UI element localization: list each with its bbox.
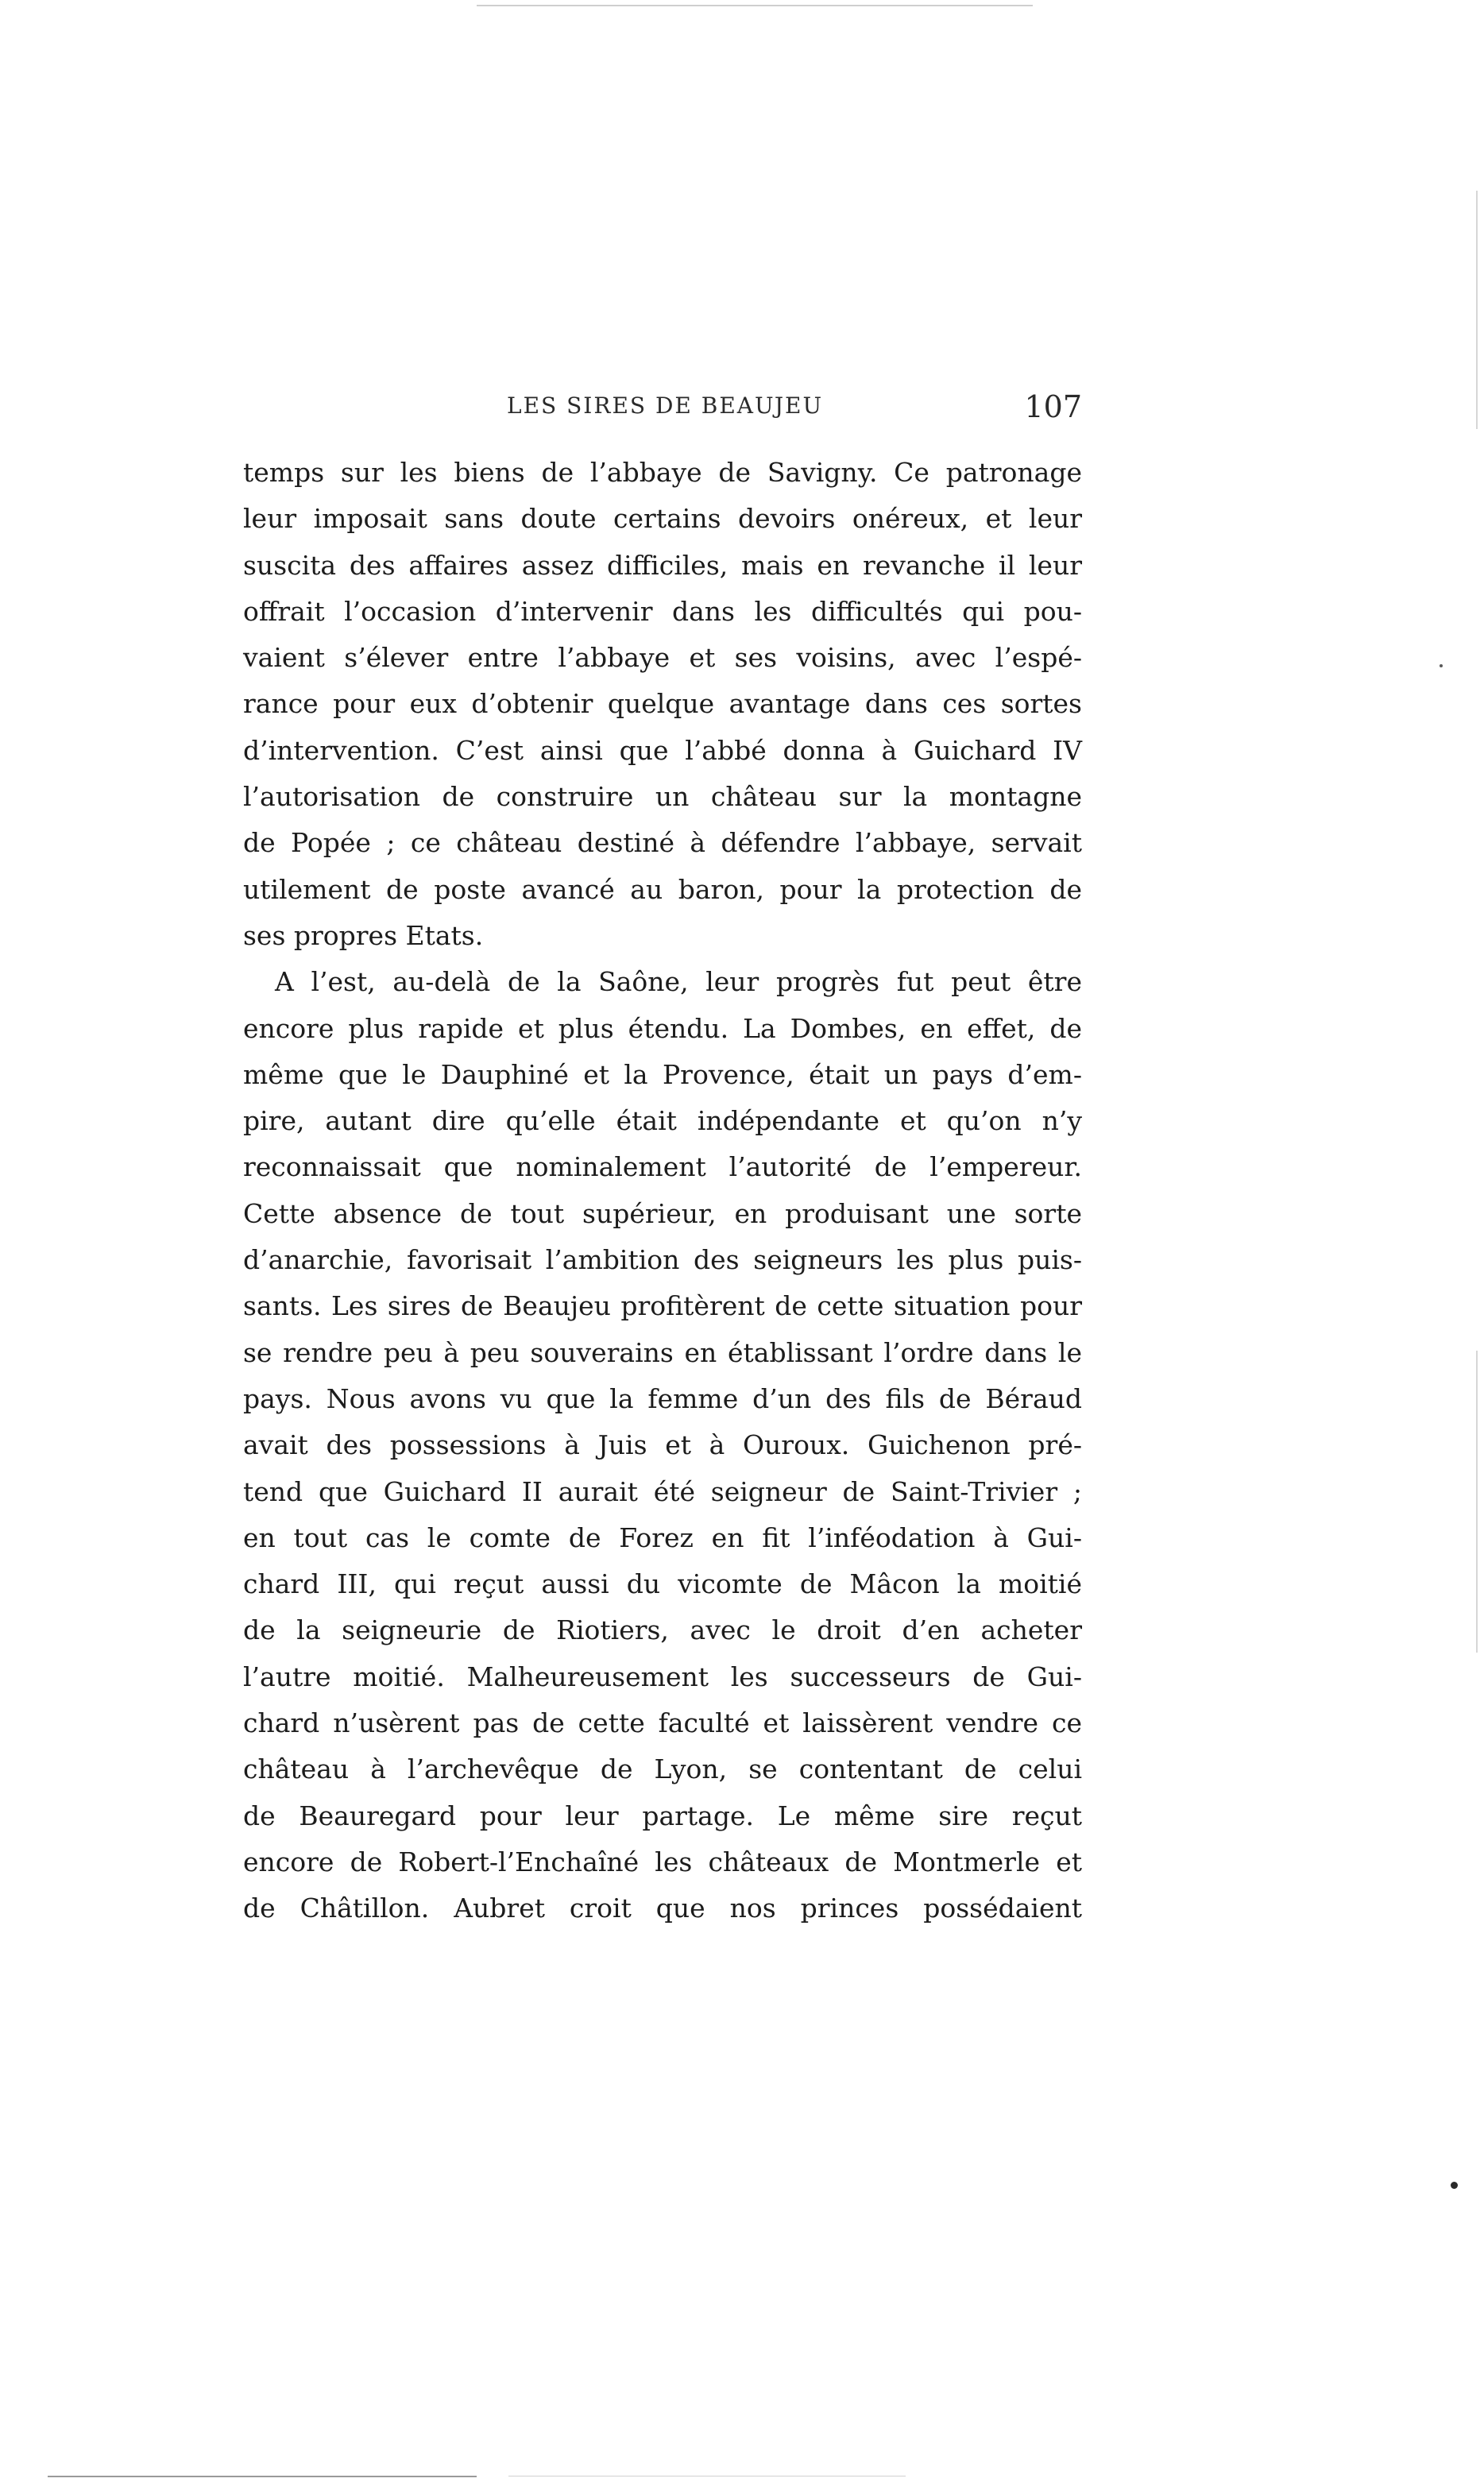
text-line: tend que Guichard II aurait été seigneur de Saint-Trivier ; bbox=[243, 1475, 1082, 1507]
text-line: de Châtillon. Aubret croit que nos princes possédaient bbox=[243, 1893, 1082, 1924]
text-line: château à l’archevêque de Lyon, se contentant de celui bbox=[243, 1753, 1082, 1785]
text-line: l’autorisation de construire un château sur la montagne bbox=[243, 781, 1082, 813]
text-line: encore de Robert-l’Enchaîné les châteaux de Montmerle et bbox=[243, 1846, 1082, 1877]
text-line: ses propres Etats. bbox=[243, 919, 484, 951]
text-line: reconnaissait que nominalement l’autorité de l’empereur. bbox=[243, 1151, 1082, 1183]
ink-dot bbox=[1451, 2182, 1458, 2189]
text-line: utilement de poste avancé au baron, pour la protection de bbox=[243, 873, 1082, 905]
text-line: en tout cas le comte de Forez en fit l’inféodation à Gui- bbox=[243, 1521, 1082, 1553]
text-line: avait des possessions à Juis et à Ouroux. Guichenon pré- bbox=[243, 1429, 1082, 1461]
paper-speck bbox=[1440, 664, 1443, 667]
text-line: temps sur les biens de l’abbaye de Savigny. Ce patronage bbox=[243, 457, 1082, 488]
bottom-edge-rule bbox=[48, 2476, 477, 2477]
text-line: rance pour eux d’obtenir quelque avantage dans ces sortes bbox=[243, 688, 1082, 720]
text-line: de la seigneurie de Riotiers, avec le droit d’en acheter bbox=[243, 1614, 1082, 1646]
text-line: vaient s’élever entre l’abbaye et ses voisins, avec l’espé- bbox=[243, 642, 1082, 674]
text-line: pays. Nous avons vu que la femme d’un des fils de Béraud bbox=[243, 1382, 1082, 1414]
text-line: l’autre moitié. Malheureusement les successeurs de Gui- bbox=[243, 1661, 1082, 1692]
text-line: chard III, qui reçut aussi du vicomte de Mâcon la moitié bbox=[243, 1568, 1082, 1600]
text-line: suscita des affaires assez difficiles, mais en revanche il leur bbox=[243, 549, 1082, 581]
margin-mark bbox=[1476, 191, 1478, 429]
text-line: de Popée ; ce château destiné à défendre l’abbaye, servait bbox=[243, 827, 1082, 859]
margin-mark bbox=[1476, 1351, 1478, 1653]
running-title: LES SIRES DE BEAUJEU bbox=[507, 392, 824, 419]
page-number: 107 bbox=[1024, 389, 1082, 424]
text-line: chard n’usèrent pas de cette faculté et laissèrent vendre ce bbox=[243, 1707, 1082, 1739]
top-edge-rule bbox=[477, 5, 1033, 6]
text-line: même que le Dauphiné et la Provence, était un pays d’em- bbox=[243, 1058, 1082, 1090]
text-line: pire, autant dire qu’elle était indépendante et qu’on n’y bbox=[243, 1105, 1082, 1137]
text-line: d’intervention. C’est ainsi que l’abbé donna à Guichard IV bbox=[243, 734, 1082, 766]
running-head bbox=[243, 389, 1082, 429]
text-line: A l’est, au-delà de la Saône, leur progrès fut peut être bbox=[275, 966, 1082, 998]
text-line: leur imposait sans doute certains devoirs onéreux, et leur bbox=[243, 503, 1082, 535]
text-line: encore plus rapide et plus étendu. La Dombes, en effet, de bbox=[243, 1012, 1082, 1044]
body-text bbox=[243, 450, 1082, 1932]
text-line: sants. Les sires de Beaujeu profitèrent de cette situation pour bbox=[243, 1290, 1082, 1322]
text-line: Cette absence de tout supérieur, en produisant une sorte bbox=[243, 1197, 1082, 1229]
text-line: d’anarchie, favorisait l’ambition des seigneurs les plus puis- bbox=[243, 1244, 1082, 1276]
text-line: se rendre peu à peu souverains en établissant l’ordre dans le bbox=[243, 1336, 1082, 1368]
text-line: de Beauregard pour leur partage. Le même sire reçut bbox=[243, 1800, 1082, 1831]
text-line: offrait l’occasion d’intervenir dans les difficultés qui pou- bbox=[243, 595, 1082, 627]
